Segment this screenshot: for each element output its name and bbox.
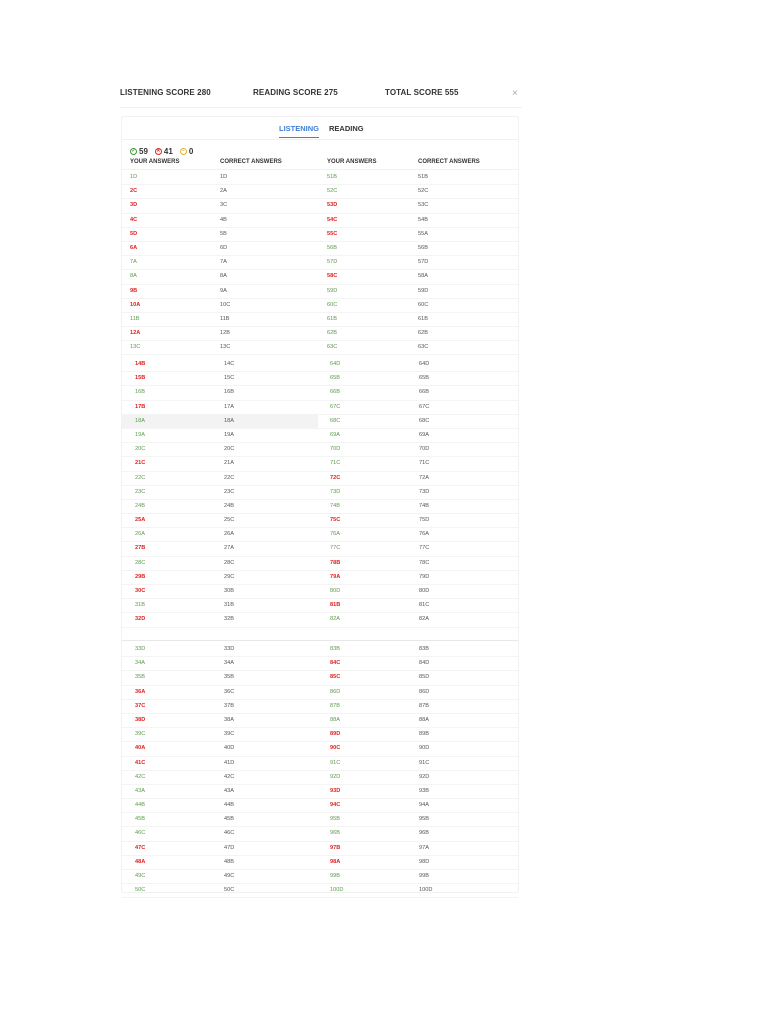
your-answer-cell: 81B bbox=[330, 602, 341, 609]
correct-answer-cell: 72A bbox=[419, 474, 429, 481]
your-answer-cell: 90C bbox=[330, 745, 341, 752]
correct-answer-cell: 38A bbox=[224, 716, 234, 723]
your-answer-cell: 45B bbox=[135, 816, 145, 823]
your-answer-cell: 1D bbox=[130, 174, 138, 180]
table-row bbox=[122, 827, 518, 841]
your-answer-cell: 73D bbox=[330, 488, 341, 495]
correct-answer-cell: 6D bbox=[220, 244, 228, 251]
answer-rows-part-1 bbox=[122, 171, 518, 355]
your-answer-cell: 84C bbox=[330, 660, 341, 667]
table-row bbox=[122, 372, 518, 386]
table-row bbox=[122, 599, 518, 613]
your-answer-cell: 51B bbox=[327, 174, 337, 180]
your-answer-cell: 74B bbox=[330, 502, 340, 509]
correct-count-value: 59 bbox=[139, 146, 148, 156]
skipped-count bbox=[180, 147, 193, 156]
correct-answer-cell: 5B bbox=[220, 230, 227, 237]
answer-rows-part-2 bbox=[122, 358, 518, 628]
your-answer-cell: 42C bbox=[135, 773, 146, 780]
table-row bbox=[122, 358, 518, 372]
tab-bar bbox=[122, 124, 518, 139]
tab-listening[interactable]: LISTENING bbox=[279, 124, 320, 133]
correct-answer-cell: 88A bbox=[419, 716, 429, 723]
correct-answer-cell: 21A bbox=[224, 460, 234, 467]
correct-answer-cell: 84D bbox=[419, 660, 430, 667]
your-answer-cell: 96B bbox=[330, 830, 340, 837]
table-row bbox=[122, 799, 518, 813]
table-row bbox=[122, 785, 518, 799]
table-row bbox=[122, 472, 518, 486]
correct-answer-cell: 93B bbox=[419, 787, 429, 794]
correct-answer-cell: 94A bbox=[419, 802, 429, 809]
correct-answer-cell: 100D bbox=[419, 887, 433, 894]
correct-answer-cell: 73D bbox=[419, 488, 430, 495]
correct-answer-cell: 99B bbox=[419, 873, 429, 879]
correct-answer-cell: 20C bbox=[224, 446, 235, 453]
result-counts bbox=[130, 145, 200, 157]
your-answer-cell: 21C bbox=[135, 460, 146, 467]
your-answer-cell: 6A bbox=[130, 244, 138, 251]
correct-answer-cell: 57D bbox=[418, 259, 429, 266]
your-answer-cell: 50C bbox=[135, 887, 146, 894]
correct-answer-cell: 80D bbox=[419, 588, 430, 594]
column-header-correct-answers: CORRECT ANSWERS bbox=[418, 159, 480, 165]
correct-answer-cell: 26A bbox=[224, 531, 234, 538]
your-answer-cell: 77C bbox=[330, 545, 341, 552]
correct-answer-cell: 34A bbox=[224, 660, 234, 667]
table-row bbox=[122, 613, 518, 627]
your-answer-cell: 54C bbox=[327, 216, 338, 223]
correct-answer-cell: 86D bbox=[419, 688, 430, 695]
correct-answer-cell: 69A bbox=[419, 431, 429, 438]
your-answer-cell: 70D bbox=[330, 446, 341, 453]
table-row bbox=[122, 270, 518, 284]
correct-answer-cell: 27A bbox=[224, 545, 234, 552]
correct-answer-cell: 9A bbox=[220, 287, 227, 294]
your-answer-cell: 92D bbox=[330, 773, 341, 780]
your-answer-cell: 28C bbox=[135, 559, 146, 566]
table-row bbox=[122, 386, 518, 400]
correct-answer-cell: 97A bbox=[419, 844, 429, 851]
your-answer-cell: 33D bbox=[135, 646, 146, 652]
table-row bbox=[122, 542, 518, 556]
your-answer-cell: 78B bbox=[330, 559, 341, 566]
your-answer-cell: 37C bbox=[135, 702, 146, 709]
reading-score: READING SCORE 275 bbox=[253, 88, 338, 97]
correct-answer-cell: 7A bbox=[220, 259, 227, 266]
your-answer-cell: 39C bbox=[135, 731, 146, 738]
correct-answer-cell: 2A bbox=[220, 188, 227, 195]
table-row bbox=[122, 657, 518, 671]
correct-answer-cell: 65B bbox=[419, 375, 429, 382]
correct-answer-cell: 49C bbox=[224, 873, 235, 879]
correct-answer-cell: 61B bbox=[418, 315, 428, 322]
table-row bbox=[122, 671, 518, 685]
your-answer-cell: 68C bbox=[330, 417, 341, 424]
your-answer-cell: 79A bbox=[330, 573, 341, 580]
table-row bbox=[122, 199, 518, 213]
correct-answer-cell: 16B bbox=[224, 389, 234, 396]
correct-answer-cell: 92D bbox=[419, 773, 430, 780]
correct-answer-cell: 67C bbox=[419, 403, 430, 410]
your-answer-cell: 56B bbox=[327, 244, 337, 251]
your-answer-cell: 47C bbox=[135, 844, 146, 851]
your-answer-cell: 20C bbox=[135, 446, 146, 453]
correct-answer-cell: 11B bbox=[220, 315, 230, 322]
table-row bbox=[122, 728, 518, 742]
correct-answer-cell: 40D bbox=[224, 745, 235, 752]
your-answer-cell: 99B bbox=[330, 873, 340, 879]
correct-answer-cell: 77C bbox=[419, 545, 430, 552]
your-answer-cell: 29B bbox=[135, 573, 146, 580]
your-answer-cell: 18A bbox=[135, 417, 145, 424]
your-answer-cell: 11B bbox=[130, 315, 140, 322]
correct-answer-cell: 50C bbox=[224, 887, 235, 894]
correct-answer-cell: 45B bbox=[224, 816, 234, 823]
your-answer-cell: 80D bbox=[330, 588, 341, 594]
table-row bbox=[122, 643, 518, 657]
correct-answer-cell: 39C bbox=[224, 731, 235, 738]
correct-answer-cell: 87B bbox=[419, 702, 429, 709]
your-answer-cell: 67C bbox=[330, 403, 341, 410]
correct-answer-cell: 60C bbox=[418, 301, 429, 308]
correct-answer-cell: 35B bbox=[224, 674, 234, 681]
your-answer-cell: 32D bbox=[135, 616, 146, 623]
correct-answer-cell: 56B bbox=[418, 244, 428, 251]
correct-answer-cell: 96B bbox=[419, 830, 429, 837]
your-answer-cell: 93D bbox=[330, 787, 341, 794]
your-answer-cell: 94C bbox=[330, 802, 341, 809]
your-answer-cell: 52C bbox=[327, 188, 338, 195]
correct-answer-cell: 12B bbox=[220, 330, 230, 337]
table-row bbox=[122, 486, 518, 500]
correct-answer-cell: 43A bbox=[224, 787, 234, 794]
table-row bbox=[122, 256, 518, 270]
correct-answer-cell: 51B bbox=[418, 174, 428, 180]
your-answer-cell: 5D bbox=[130, 230, 138, 237]
table-row bbox=[122, 842, 518, 856]
correct-answer-cell: 8A bbox=[220, 273, 227, 280]
correct-answer-cell: 4B bbox=[220, 216, 227, 223]
table-row bbox=[122, 285, 518, 299]
your-answer-cell: 87B bbox=[330, 702, 340, 709]
correct-answer-cell: 32B bbox=[224, 616, 234, 623]
correct-answer-cell: 25C bbox=[224, 517, 235, 524]
row-highlight bbox=[122, 415, 318, 428]
table-row bbox=[122, 500, 518, 514]
check-circle-icon: ✓ bbox=[131, 147, 136, 154]
your-answer-cell: 16B bbox=[135, 389, 145, 396]
correct-answer-cell: 33D bbox=[224, 646, 235, 652]
your-answer-cell: 69A bbox=[330, 431, 340, 438]
your-answer-cell: 89D bbox=[330, 731, 341, 738]
column-header-your-answers: YOUR ANSWERS bbox=[130, 159, 180, 165]
table-row bbox=[122, 171, 518, 185]
table-row bbox=[122, 443, 518, 457]
your-answer-cell: 95B bbox=[330, 816, 340, 823]
your-answer-cell: 12A bbox=[130, 330, 141, 337]
your-answer-cell: 46C bbox=[135, 830, 146, 837]
table-row bbox=[122, 341, 518, 355]
correct-answer-cell: 15C bbox=[224, 375, 235, 382]
correct-answer-cell: 53C bbox=[418, 202, 429, 209]
table-row bbox=[122, 327, 518, 341]
your-answer-cell: 55C bbox=[327, 230, 338, 237]
table-row bbox=[122, 571, 518, 585]
your-answer-cell: 3D bbox=[130, 202, 138, 209]
correct-answer-cell: 36C bbox=[224, 688, 235, 695]
your-answer-cell: 60C bbox=[327, 301, 338, 308]
your-answer-cell: 38D bbox=[135, 716, 146, 723]
your-answer-cell: 30C bbox=[135, 588, 146, 594]
tab-reading[interactable]: READING bbox=[329, 124, 364, 133]
your-answer-cell: 40A bbox=[135, 745, 146, 752]
correct-answer-cell: 83B bbox=[419, 646, 429, 652]
your-answer-cell: 49C bbox=[135, 873, 146, 879]
correct-answer-cell: 98D bbox=[419, 858, 430, 865]
table-row bbox=[122, 771, 518, 785]
correct-answer-cell: 95B bbox=[419, 816, 429, 823]
correct-answer-cell: 78C bbox=[419, 559, 430, 566]
your-answer-cell: 75C bbox=[330, 517, 341, 524]
your-answer-cell: 2C bbox=[130, 188, 138, 195]
correct-count bbox=[130, 147, 148, 156]
your-answer-cell: 23C bbox=[135, 488, 146, 495]
table-row bbox=[122, 742, 518, 756]
header-row-divider bbox=[122, 169, 518, 170]
correct-answer-cell: 30B bbox=[224, 588, 234, 594]
correct-answer-cell: 58A bbox=[418, 273, 428, 280]
table-row bbox=[122, 313, 518, 327]
answer-rows-part-3 bbox=[122, 643, 518, 898]
your-answer-cell: 100D bbox=[330, 887, 344, 894]
table-row bbox=[122, 714, 518, 728]
correct-answer-cell: 81C bbox=[419, 602, 430, 609]
your-answer-cell: 98A bbox=[330, 858, 341, 865]
correct-answer-cell: 85D bbox=[419, 674, 430, 681]
correct-answer-cell: 3C bbox=[220, 202, 228, 209]
table-row bbox=[122, 700, 518, 714]
listening-score: LISTENING SCORE 280 bbox=[120, 88, 211, 97]
table-row bbox=[122, 457, 518, 471]
table-row bbox=[122, 299, 518, 313]
your-answer-cell: 10A bbox=[130, 301, 141, 308]
your-answer-cell: 97B bbox=[330, 844, 341, 851]
correct-answer-cell: 14C bbox=[224, 361, 235, 367]
correct-answer-cell: 10C bbox=[220, 301, 231, 308]
correct-answer-cell: 23C bbox=[224, 488, 235, 495]
your-answer-cell: 31B bbox=[135, 602, 145, 609]
your-answer-cell: 4C bbox=[130, 216, 138, 223]
table-row bbox=[122, 870, 518, 884]
your-answer-cell: 72C bbox=[330, 474, 341, 481]
your-answer-cell: 88A bbox=[330, 716, 340, 723]
active-tab-indicator bbox=[279, 137, 319, 138]
table-row bbox=[122, 214, 518, 228]
correct-answer-cell: 17A bbox=[224, 403, 234, 410]
your-answer-cell: 27B bbox=[135, 545, 146, 552]
table-row bbox=[122, 242, 518, 256]
skipped-count-value: 0 bbox=[188, 146, 194, 156]
correct-answer-cell: 1D bbox=[220, 174, 228, 180]
your-answer-cell: 9B bbox=[130, 287, 138, 294]
table-row bbox=[122, 185, 518, 199]
correct-answer-cell: 48B bbox=[224, 858, 234, 865]
your-answer-cell: 8A bbox=[130, 273, 137, 280]
tab-divider bbox=[122, 139, 518, 140]
correct-answer-cell: 74B bbox=[419, 502, 429, 509]
correct-answer-cell: 62B bbox=[418, 330, 428, 337]
correct-answer-cell: 59D bbox=[418, 287, 429, 294]
correct-answer-cell: 24B bbox=[224, 502, 234, 509]
your-answer-cell: 76A bbox=[330, 531, 340, 538]
answers-panel bbox=[121, 116, 519, 893]
table-row bbox=[122, 528, 518, 542]
correct-answer-cell: 29C bbox=[224, 573, 235, 580]
your-answer-cell: 14B bbox=[135, 361, 146, 367]
your-answer-cell: 17B bbox=[135, 403, 146, 410]
correct-answer-cell: 47D bbox=[224, 844, 235, 851]
your-answer-cell: 85C bbox=[330, 674, 341, 681]
your-answer-cell: 65B bbox=[330, 375, 340, 382]
table-row bbox=[122, 557, 518, 571]
your-answer-cell: 35B bbox=[135, 674, 145, 681]
correct-answer-cell: 82A bbox=[419, 616, 429, 623]
correct-answer-cell: 18A bbox=[224, 417, 234, 424]
correct-answer-cell: 42C bbox=[224, 773, 235, 780]
correct-answer-cell: 28C bbox=[224, 559, 235, 566]
table-row bbox=[122, 415, 518, 429]
correct-answer-cell: 75D bbox=[419, 517, 430, 524]
your-answer-cell: 7A bbox=[130, 259, 137, 266]
your-answer-cell: 82A bbox=[330, 616, 340, 623]
your-answer-cell: 26A bbox=[135, 531, 145, 538]
section-divider bbox=[122, 640, 518, 641]
your-answer-cell: 71C bbox=[330, 460, 341, 467]
table-row bbox=[122, 228, 518, 242]
correct-answer-cell: 66B bbox=[419, 389, 429, 396]
your-answer-cell: 22C bbox=[135, 474, 146, 481]
correct-answer-cell: 22C bbox=[224, 474, 235, 481]
column-header-your-answers: YOUR ANSWERS bbox=[327, 159, 377, 165]
your-answer-cell: 44B bbox=[135, 802, 145, 809]
correct-answer-cell: 55A bbox=[418, 230, 428, 237]
your-answer-cell: 91C bbox=[330, 759, 341, 766]
correct-answer-cell: 79D bbox=[419, 573, 430, 580]
correct-answer-cell: 63C bbox=[418, 344, 429, 351]
correct-answer-cell: 71C bbox=[419, 460, 430, 467]
correct-answer-cell: 52C bbox=[418, 188, 429, 195]
close-icon[interactable]: × bbox=[512, 88, 518, 99]
table-row bbox=[122, 514, 518, 528]
correct-answer-cell: 90D bbox=[419, 745, 430, 752]
correct-answer-cell: 44B bbox=[224, 802, 234, 809]
your-answer-cell: 48A bbox=[135, 858, 146, 865]
correct-answer-cell: 19A bbox=[224, 431, 234, 438]
correct-answer-cell: 46C bbox=[224, 830, 235, 837]
table-row bbox=[122, 757, 518, 771]
table-row bbox=[122, 686, 518, 700]
table-row bbox=[122, 856, 518, 870]
correct-answer-cell: 76A bbox=[419, 531, 429, 538]
correct-answer-cell: 64D bbox=[419, 361, 430, 367]
correct-answer-cell: 31B bbox=[224, 602, 234, 609]
your-answer-cell: 83B bbox=[330, 646, 340, 652]
table-row bbox=[122, 429, 518, 443]
correct-answer-cell: 91C bbox=[419, 759, 430, 766]
correct-answer-cell: 54B bbox=[418, 216, 428, 223]
your-answer-cell: 15B bbox=[135, 375, 146, 382]
your-answer-cell: 59D bbox=[327, 287, 338, 294]
your-answer-cell: 86D bbox=[330, 688, 341, 695]
your-answer-cell: 57D bbox=[327, 259, 338, 266]
x-circle-icon: ✕ bbox=[156, 147, 161, 154]
score-header bbox=[120, 88, 522, 104]
your-answer-cell: 64D bbox=[330, 361, 341, 367]
your-answer-cell: 41C bbox=[135, 759, 146, 766]
correct-answer-cell: 37B bbox=[224, 702, 234, 709]
your-answer-cell: 53D bbox=[327, 202, 338, 209]
correct-answer-cell: 41D bbox=[224, 759, 235, 766]
header-divider bbox=[120, 107, 522, 108]
wrong-count bbox=[155, 147, 173, 156]
table-row bbox=[122, 585, 518, 599]
your-answer-cell: 62B bbox=[327, 330, 337, 337]
your-answer-cell: 63C bbox=[327, 344, 338, 351]
correct-answer-cell: 13C bbox=[220, 344, 231, 351]
your-answer-cell: 24B bbox=[135, 502, 145, 509]
table-row bbox=[122, 884, 518, 898]
your-answer-cell: 13C bbox=[130, 344, 141, 351]
correct-answer-cell: 68C bbox=[419, 417, 430, 424]
correct-answer-cell: 70D bbox=[419, 446, 430, 453]
wrong-count-value: 41 bbox=[163, 146, 173, 156]
your-answer-cell: 19A bbox=[135, 431, 145, 438]
correct-answer-cell: 89B bbox=[419, 731, 429, 738]
table-row bbox=[122, 813, 518, 827]
table-row bbox=[122, 401, 518, 415]
minus-circle-icon: – bbox=[180, 148, 187, 155]
your-answer-cell: 25A bbox=[135, 517, 146, 524]
your-answer-cell: 36A bbox=[135, 688, 146, 695]
total-score: TOTAL SCORE 555 bbox=[385, 88, 459, 97]
your-answer-cell: 66B bbox=[330, 389, 340, 396]
your-answer-cell: 43A bbox=[135, 787, 145, 794]
your-answer-cell: 61B bbox=[327, 315, 337, 322]
your-answer-cell: 58C bbox=[327, 273, 338, 280]
your-answer-cell: 34A bbox=[135, 660, 145, 667]
column-header-correct-answers: CORRECT ANSWERS bbox=[220, 159, 282, 165]
